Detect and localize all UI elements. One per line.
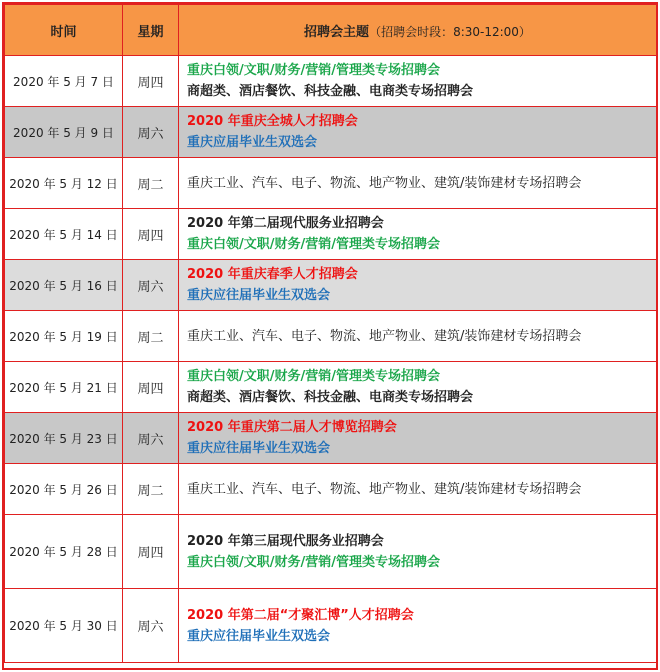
row-date: 2020 年 5 月 16 日 <box>5 260 123 311</box>
table-row <box>5 56 657 107</box>
topic-line: 2020 年重庆第二届人才博览招聘会 <box>187 420 397 435</box>
topic-line: 重庆白领/文职/财务/营销/管理类专场招聘会 <box>187 237 440 252</box>
table-row <box>5 260 657 311</box>
table-row <box>5 413 657 464</box>
row-date: 2020 年 5 月 23 日 <box>5 413 123 464</box>
row-date: 2020 年 5 月 26 日 <box>5 464 123 515</box>
topic-line: 2020 年第二届现代服务业招聘会 <box>187 216 384 231</box>
row-topic <box>179 515 657 589</box>
row-topic <box>179 362 657 413</box>
row-weekday: 周四 <box>123 515 179 589</box>
topic-line: 2020 年重庆春季人才招聘会 <box>187 267 358 282</box>
topic-line: 2020 年第二届“才聚汇博”人才招聘会 <box>187 607 414 623</box>
row-date: 2020 年 5 月 28 日 <box>5 515 123 589</box>
row-weekday: 周六 <box>123 413 179 464</box>
table-row <box>5 589 657 663</box>
row-date: 2020 年 5 月 19 日 <box>5 311 123 362</box>
header-topic <box>179 5 657 56</box>
header-topic-note: （招聘会时段：8:30-12:00） <box>369 24 531 39</box>
row-topic <box>179 464 657 515</box>
row-date: 2020 年 5 月 30 日 <box>5 589 123 663</box>
row-topic <box>179 589 657 663</box>
row-weekday: 周四 <box>123 362 179 413</box>
row-topic <box>179 311 657 362</box>
row-weekday: 周六 <box>123 589 179 663</box>
row-weekday: 周六 <box>123 107 179 158</box>
row-topic <box>179 107 657 158</box>
schedule-table <box>4 4 657 663</box>
table-row <box>5 107 657 158</box>
header-row <box>5 5 657 56</box>
topic-line: 重庆应往届毕业生双选会 <box>187 288 331 303</box>
row-topic <box>179 260 657 311</box>
header-weekday: 星期 <box>123 5 179 56</box>
topic-line: 重庆白领/文职/财务/营销/管理类专场招聘会 <box>187 554 440 570</box>
row-date: 2020 年 5 月 21 日 <box>5 362 123 413</box>
topic-line: 商超类、酒店餐饮、科技金融、电商类专场招聘会 <box>187 390 474 405</box>
topic-line: 2020 年重庆全城人才招聘会 <box>187 114 358 129</box>
topic-line: 重庆白领/文职/财务/营销/管理类专场招聘会 <box>187 63 440 78</box>
row-date: 2020 年 5 月 9 日 <box>5 107 123 158</box>
row-weekday: 周二 <box>123 464 179 515</box>
row-topic <box>179 158 657 209</box>
header-time: 时间 <box>5 5 123 56</box>
topic-line: 重庆应往届毕业生双选会 <box>187 441 331 456</box>
row-weekday: 周二 <box>123 158 179 209</box>
row-date: 2020 年 5 月 12 日 <box>5 158 123 209</box>
row-weekday: 周四 <box>123 56 179 107</box>
topic-line: 2020 年第三届现代服务业招聘会 <box>187 533 384 549</box>
topic-line: 重庆应届毕业生双选会 <box>187 135 318 150</box>
schedule-frame <box>2 2 658 670</box>
topic-line: 重庆应往届毕业生双选会 <box>187 628 331 644</box>
topic-line: 商超类、酒店餐饮、科技金融、电商类专场招聘会 <box>187 84 474 99</box>
row-topic <box>179 56 657 107</box>
table-row <box>5 311 657 362</box>
table-row <box>5 209 657 260</box>
topic-line: 重庆白领/文职/财务/营销/管理类专场招聘会 <box>187 369 440 384</box>
table-row <box>5 158 657 209</box>
row-date: 2020 年 5 月 7 日 <box>5 56 123 107</box>
topic-line: 重庆工业、汽车、电子、物流、地产物业、建筑/装饰建材专场招聘会 <box>187 175 582 191</box>
table-row <box>5 362 657 413</box>
row-weekday: 周二 <box>123 311 179 362</box>
row-topic <box>179 209 657 260</box>
row-weekday: 周四 <box>123 209 179 260</box>
table-row <box>5 515 657 589</box>
row-weekday: 周六 <box>123 260 179 311</box>
topic-line: 重庆工业、汽车、电子、物流、地产物业、建筑/装饰建材专场招聘会 <box>187 481 582 497</box>
topic-line: 重庆工业、汽车、电子、物流、地产物业、建筑/装饰建材专场招聘会 <box>187 328 582 344</box>
table-row <box>5 464 657 515</box>
row-topic <box>179 413 657 464</box>
row-date: 2020 年 5 月 14 日 <box>5 209 123 260</box>
header-topic-label: 招聘会主题 <box>304 24 370 40</box>
